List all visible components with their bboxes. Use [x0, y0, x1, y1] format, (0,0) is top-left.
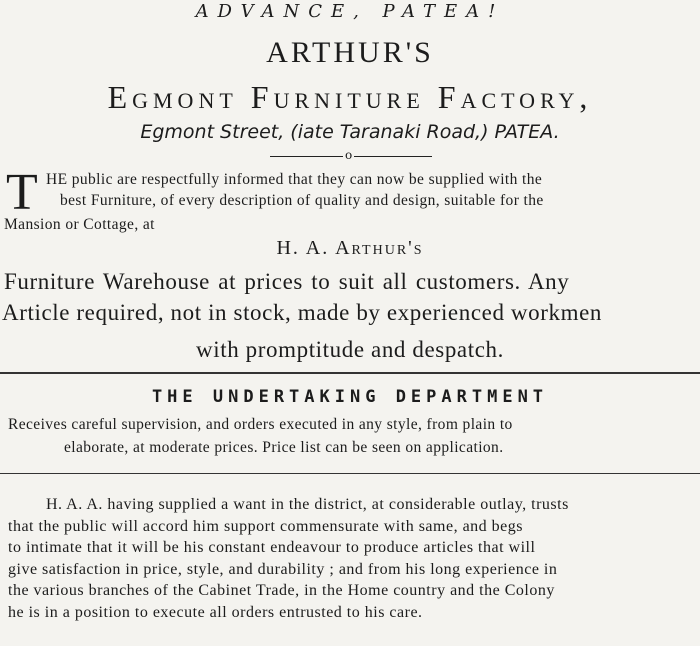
proprietor-name: H. A. Arthur's	[276, 237, 424, 259]
divider-mark: o	[345, 148, 353, 162]
intro-line: best Furniture, of every description of quality and design, suitable for the	[60, 192, 544, 209]
factory-title: Egmont Furniture Factory,	[107, 79, 593, 115]
drop-cap: T	[6, 164, 38, 221]
department-heading: THE UNDERTAKING DEPARTMENT	[151, 387, 549, 407]
warehouse-line: Furniture Warehouse at prices to suit all customers. Any	[4, 269, 570, 294]
ornamental-divider	[270, 148, 432, 162]
masthead-slogan: ADVANCE, PATEA!	[195, 1, 505, 22]
closing-line: to intimate that it will be his constant endeavour to produce articles that will	[8, 539, 536, 556]
closing-line: that the public will accord him support commensurate with same, and begs	[8, 518, 523, 535]
intro-line: HE public are respectfully informed that they can now be supplied with the	[46, 171, 543, 188]
warehouse-line: with promptitude and despatch.	[196, 337, 504, 362]
intro-line: Mansion or Cottage, at	[4, 216, 155, 233]
closing-line: H. A. A. having supplied a want in the district, at considerable outlay, trusts	[46, 496, 569, 513]
department-line: elaborate, at moderate prices. Price list can be seen on application.	[64, 439, 504, 456]
warehouse-line: Article required, not in stock, made by experienced workmen	[2, 300, 602, 325]
closing-line: the various branches of the Cabinet Trade, in the Home country and the Colony	[8, 582, 555, 599]
section-rule	[0, 372, 700, 374]
business-address: Egmont Street, (iate Taranaki Road,) PATEA.	[140, 121, 560, 143]
closing-line: give satisfaction in price, style, and durability ; and from his long experience in	[8, 561, 558, 578]
closing-line: he is in a position to execute all orders entrusted to his care.	[8, 604, 423, 621]
section-rule	[0, 473, 700, 474]
business-name: ARTHUR'S	[266, 36, 434, 69]
department-line: Receives careful supervision, and orders executed in any style, from plain to	[8, 416, 513, 433]
